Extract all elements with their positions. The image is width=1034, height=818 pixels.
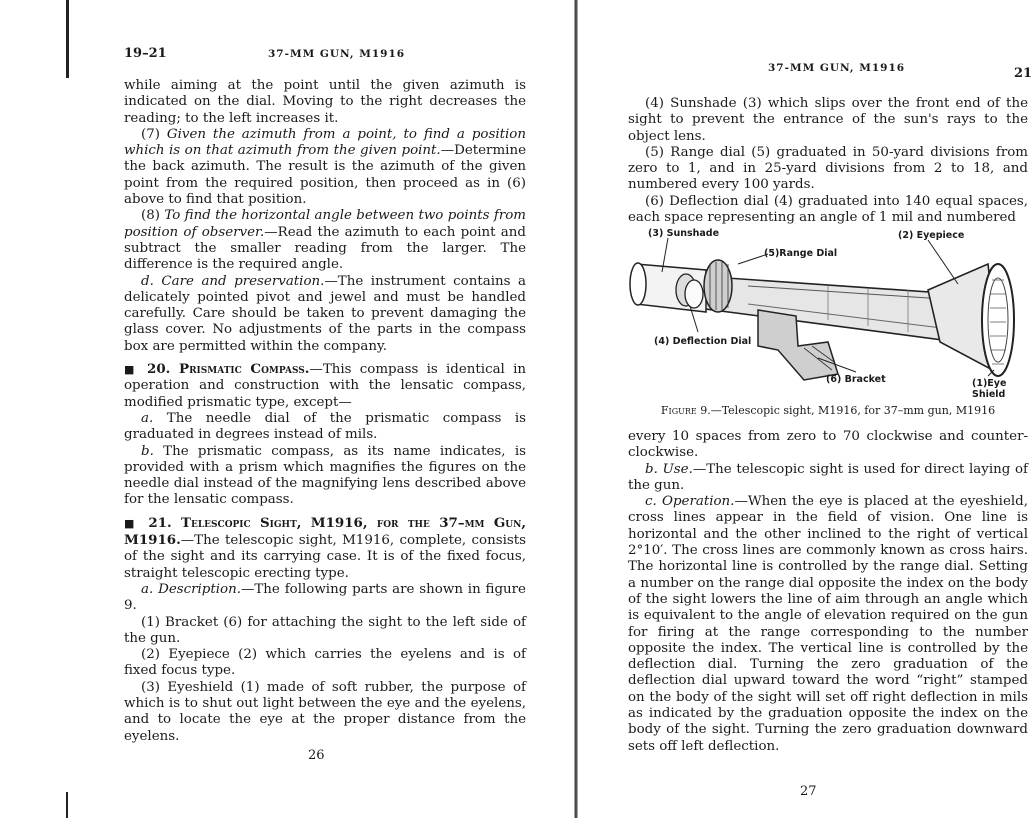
right-text-column-bottom xyxy=(628,429,1028,755)
paragraph: d. Care and preservation.—The instrument contains a delicately pointed pivot and jewel and must be handled carefully. Care should be taken to prevent damaging the glass cover. No adjustments of the parts in the compass box are permitted within the company. xyxy=(124,273,526,354)
left-section-number: 19–21 xyxy=(124,46,167,61)
paragraph: b. The prismatic compass, as its name indicates, is provided with a prism which magnifies the figures on the needle dial instead of the magnifying lens described above for the lensatic compass. xyxy=(124,443,526,508)
left-page-number: 26 xyxy=(308,748,325,763)
paragraph: (4) Sunshade (3) which slips over the front end of the sight to prevent the entrance of the sun's rays to the object lens. xyxy=(628,96,1028,144)
callout-bracket: (6) Bracket xyxy=(826,374,886,385)
bullet-icon: ■ xyxy=(124,363,139,377)
right-text-column-top xyxy=(628,96,1028,226)
left-running-title: 37-MM GUN, M1916 xyxy=(268,48,406,60)
figure-caption: Figure 9.—Telescopic sight, M1916, for 37–mm gun, M1916 xyxy=(660,404,996,417)
paragraph: (3) Eyeshield (1) made of soft rubber, the purpose of which is to shut out light between the eye and the eyelens, and to locate the eye at the proper distance from the eyelens. xyxy=(124,679,526,744)
left-text-column xyxy=(124,78,526,745)
right-page-number-top: 21 xyxy=(1014,66,1033,81)
paragraph: every 10 spaces from zero to 70 clockwise and counter-clockwise. xyxy=(628,429,1028,461)
paragraph: (6) Deflection dial (4) graduated into 140 equal spaces, each space representing an angle of 1 mil and numbered xyxy=(628,193,1028,226)
paragraph: (2) Eyepiece (2) which carries the eyelens and is of fixed focus type. xyxy=(124,647,526,679)
section-heading-paragraph: ■ 21. Telescopic Sight, M1916, for the 37–mm Gun, M1916.—The telescopic sight, M1916, complete, consists of the sight and its carrying case. It is of the fixed focus, straight telescopic erecting type. xyxy=(124,514,526,581)
paragraph: (7) Given the azimuth from a point, to find a position which is on that azimuth from the given point.—Determine the back azimuth. The result is the azimuth of the given point from the required position, then proceed as in (6) above to find that position. xyxy=(124,126,526,208)
paragraph: (5) Range dial (5) graduated in 50-yard divisions from zero to 1, and in 25-yard divisions from 2 to 18, and numbered every 100 yards. xyxy=(628,144,1028,193)
right-page xyxy=(578,0,1034,818)
right-page-number: 27 xyxy=(800,784,817,799)
paragraph: while aiming at the point until the given azimuth is indicated on the dial. Moving to the right decreases the reading; to the left increases it. xyxy=(124,78,526,126)
paragraph: b. Use.—The telescopic sight is used for direct laying of the gun. xyxy=(628,461,1028,493)
paragraph: a. The needle dial of the prismatic compass is graduated in degrees instead of mils. xyxy=(124,410,527,443)
right-running-title: 37-MM GUN, M1916 xyxy=(768,62,906,74)
callout-sunshade: (3) Sunshade xyxy=(648,228,720,239)
paragraph: (1) Bracket (6) for attaching the sight to the left side of the gun. xyxy=(124,614,526,646)
callout-eye-shield: (1)Eye Shield xyxy=(972,378,1007,400)
section-heading-paragraph: ■ 20. Prismatic Compass.—This compass is identical in operation and construction with the lensatic compass, modified prismatic type, except— xyxy=(124,361,526,410)
paragraph: c. Operation.—When the eye is placed at the eyeshield, cross lines appear in the field of vision. One line is horizontal and the other inclined to the right of vertical 2°10′. The cross lines are commonly known as cross hairs. The horizontal line is controlled by the range dial. Setting a number on the range dial opposite the index on the body of the sight lowers the line of aim through an angle which is equivalent to the angle of elevation required on the gun for firing at the range corresponding to the number opposite the index. The vertical line is controlled by the deflection dial. Turning the zero graduation of the deflection dial upward toward the word “right” stamped on the body of the sight will set off right deflection in mils as indicated by the graduation opposite the index on the body of the sight. Turning the zero graduation downward sets off left deflection. xyxy=(628,494,1029,754)
bullet-icon: ■ xyxy=(124,516,140,530)
paragraph: (8) To find the horizontal angle between two points from position of observer.—Read the azimuth to each point and subtract the smaller reading from the larger. The difference is the required angle. xyxy=(124,208,526,273)
callout-eyepiece: (2) Eyepiece xyxy=(898,230,965,241)
figure-telescopic-sight xyxy=(628,224,1032,420)
callout-range-dial: (5)Range Dial xyxy=(764,248,838,259)
callout-deflection-dial: (4) Deflection Dial xyxy=(654,336,752,347)
paragraph: a. Description.—The following parts are shown in figure 9. xyxy=(124,581,526,614)
